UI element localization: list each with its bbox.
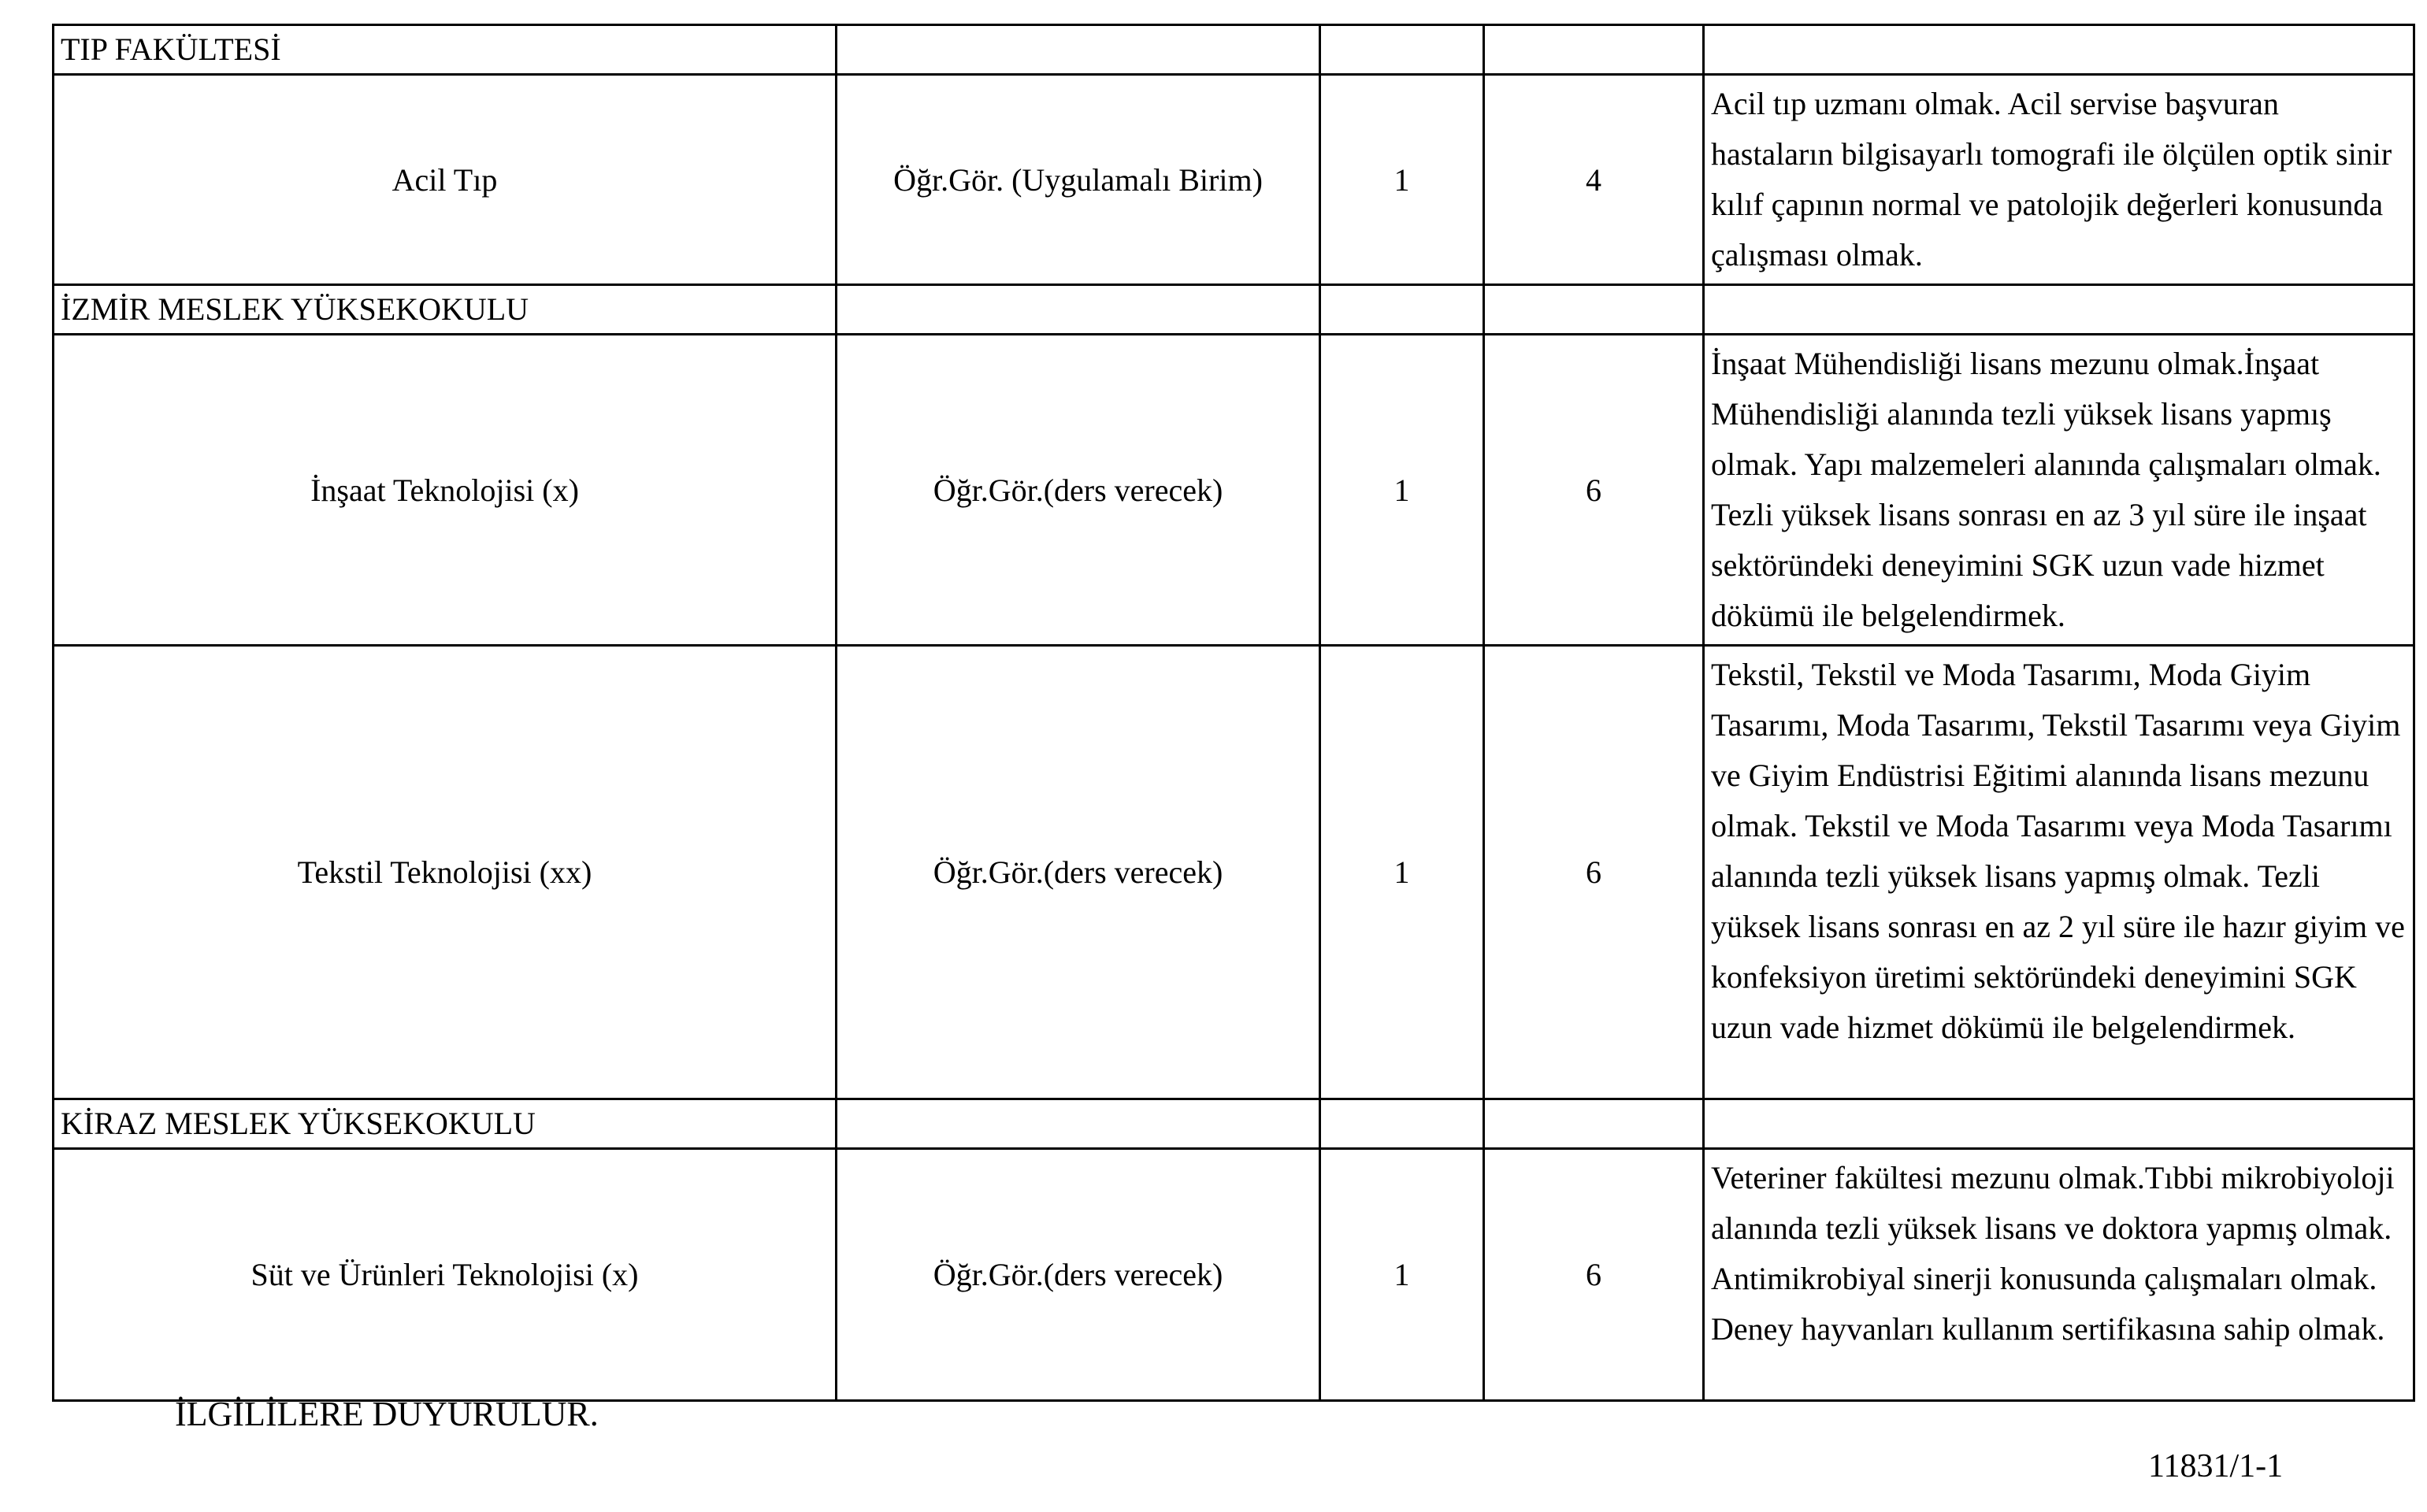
- empty-cell: [1320, 1099, 1484, 1149]
- department-cell: Süt ve Ürünleri Teknolojisi (x): [54, 1149, 837, 1401]
- department-cell: Tekstil Teknolojisi (xx): [54, 646, 837, 1099]
- conditions-cell: İnşaat Mühendisliği lisans mezunu olmak.İnşaat Mühendisliği alanında tezli yüksek lisans yapmış olmak. Yapı malzemeleri alanında çalışmaları olmak. Tezli yüksek lisans sonrası en az 3 yıl süre ile inşaat sektöründeki deneyimini SGK uzun vade hizmet dökümü ile belgelendirmek.: [1704, 335, 2414, 646]
- faculty-header-row: [54, 285, 2414, 335]
- department-cell: Acil Tıp: [54, 75, 837, 285]
- title-cell: Öğr.Gör.(ders verecek): [837, 1149, 1320, 1401]
- announcement-note: İLGİLİLERE DUYURULUR.: [175, 1395, 599, 1433]
- count-cell: 1: [1320, 646, 1484, 1099]
- faculty-name: İZMİR MESLEK YÜKSEKOKULU: [54, 285, 837, 335]
- conditions-cell: Veteriner fakültesi mezunu olmak.Tıbbi mikrobiyoloji alanında tezli yüksek lisans ve doktora yapmış olmak. Antimikrobiyal sinerji konusunda çalışmaları olmak. Deney hayvanları kullanım sertifikasına sahip olmak.: [1704, 1149, 2414, 1401]
- table-row: [54, 75, 2414, 285]
- empty-cell: [1484, 25, 1704, 75]
- degree-cell: 6: [1484, 646, 1704, 1099]
- faculty-header-row: [54, 1099, 2414, 1149]
- department-cell: İnşaat Teknolojisi (x): [54, 335, 837, 646]
- title-cell: Öğr.Gör. (Uygulamalı Birim): [837, 75, 1320, 285]
- document-number: 11831/1-1: [2148, 1448, 2284, 1484]
- count-cell: 1: [1320, 1149, 1484, 1401]
- count-cell: 1: [1320, 335, 1484, 646]
- count-cell: 1: [1320, 75, 1484, 285]
- empty-cell: [837, 1099, 1320, 1149]
- positions-table: [52, 24, 2415, 1402]
- empty-cell: [1704, 25, 2414, 75]
- conditions-cell: Acil tıp uzmanı olmak. Acil servise başvuran hastaların bilgisayarlı tomografi ile ölçülen optik sinir kılıf çapının normal ve patolojik değerleri konusunda çalışması olmak.: [1704, 75, 2414, 285]
- title-cell: Öğr.Gör.(ders verecek): [837, 646, 1320, 1099]
- empty-cell: [837, 25, 1320, 75]
- degree-cell: 6: [1484, 1149, 1704, 1401]
- table-row: [54, 335, 2414, 646]
- empty-cell: [1320, 25, 1484, 75]
- conditions-cell: Tekstil, Tekstil ve Moda Tasarımı, Moda Giyim Tasarımı, Moda Tasarımı, Tekstil Tasarımı veya Giyim ve Giyim Endüstrisi Eğitimi alanında lisans mezunu olmak. Tekstil ve Moda Tasarımı veya Moda Tasarımı alanında tezli yüksek lisans yapmış olmak. Tezli yüksek lisans sonrası en az 2 yıl süre ile hazır giyim ve konfeksiyon üretimi sektöründeki deneyimini SGK uzun vade hizmet dökümü ile belgelendirmek.: [1704, 646, 2414, 1099]
- faculty-name: TIP FAKÜLTESİ: [54, 25, 837, 75]
- empty-cell: [1484, 1099, 1704, 1149]
- title-cell: Öğr.Gör.(ders verecek): [837, 335, 1320, 646]
- degree-cell: 4: [1484, 75, 1704, 285]
- table-row: [54, 646, 2414, 1099]
- empty-cell: [1704, 1099, 2414, 1149]
- empty-cell: [1320, 285, 1484, 335]
- empty-cell: [1704, 285, 2414, 335]
- empty-cell: [837, 285, 1320, 335]
- table-row: [54, 1149, 2414, 1401]
- degree-cell: 6: [1484, 335, 1704, 646]
- faculty-name: KİRAZ MESLEK YÜKSEKOKULU: [54, 1099, 837, 1149]
- empty-cell: [1484, 285, 1704, 335]
- faculty-header-row: [54, 25, 2414, 75]
